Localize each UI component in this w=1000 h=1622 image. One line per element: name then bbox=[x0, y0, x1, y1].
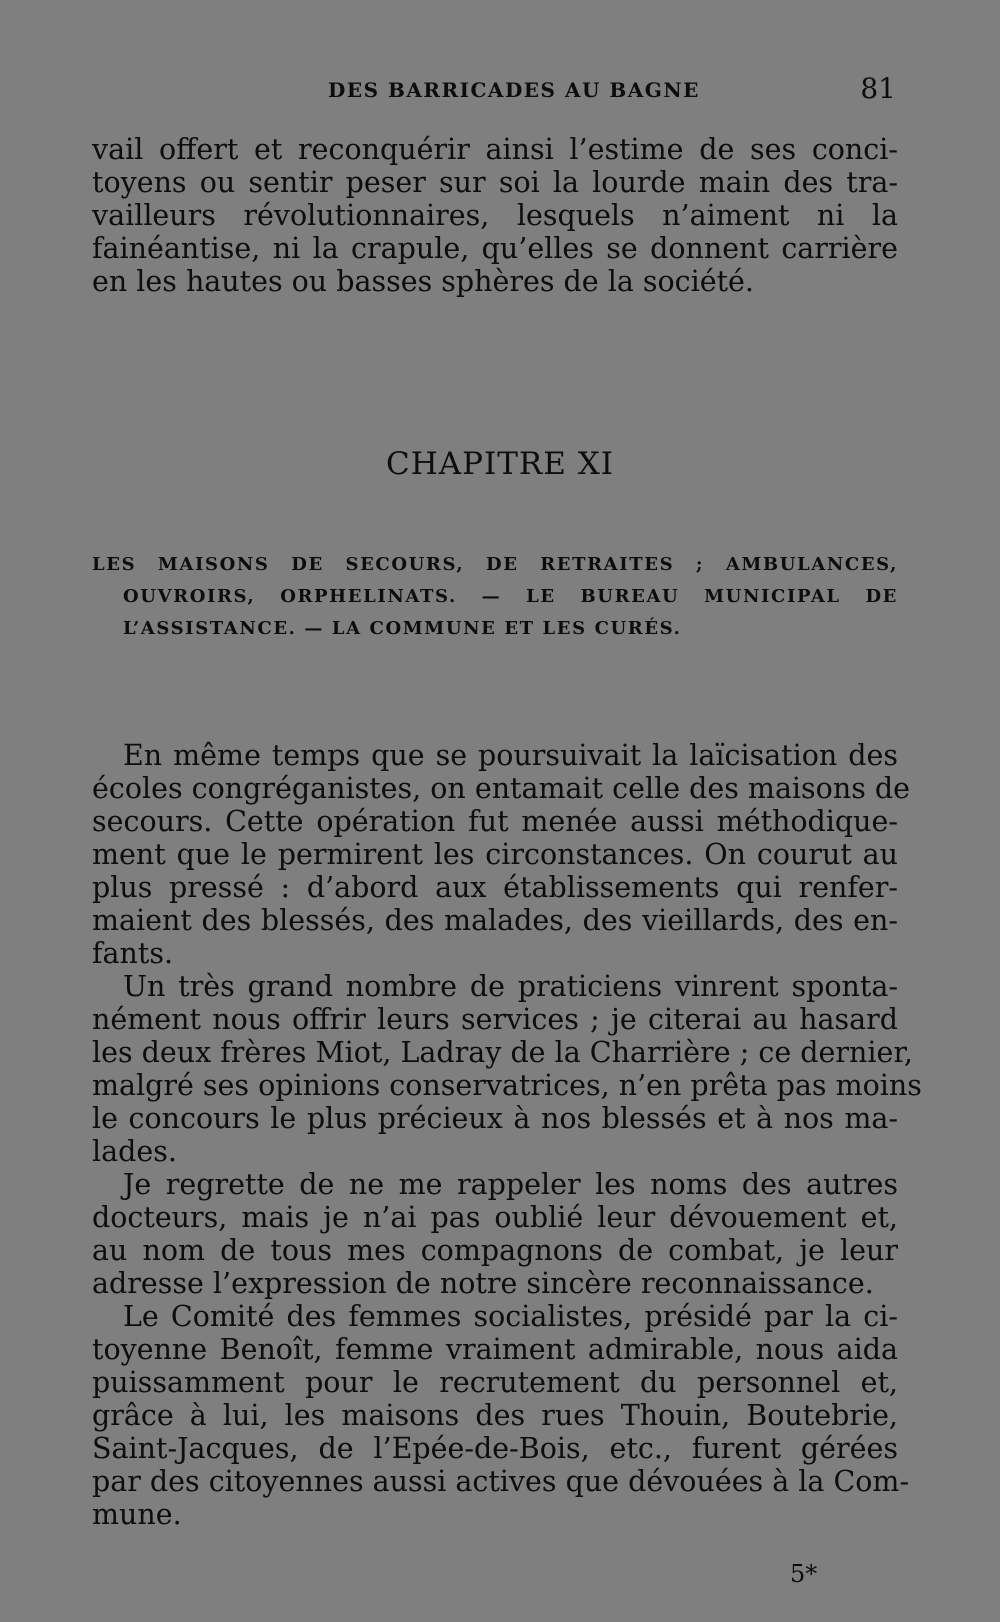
text-line: mune. bbox=[92, 1498, 182, 1531]
text-line: grâce à lui, les maisons des rues Thouin, Boutebrie, bbox=[92, 1399, 898, 1432]
text-line: plus pressé : d’abord aux établissements qui renfer- bbox=[92, 871, 898, 904]
text-line: au nom de tous mes compagnons de combat, je leur bbox=[92, 1234, 898, 1267]
text-line: Je regrette de ne me rappeler les noms des autres bbox=[123, 1168, 898, 1201]
text-line: adresse l’expression de notre sincère reconnaissance. bbox=[92, 1267, 874, 1300]
running-head bbox=[90, 72, 896, 112]
text-line: écoles congréganistes, on entamait celle des maisons de bbox=[92, 772, 910, 805]
text-line: toyens ou sentir peser sur soi la lourde main des tra- bbox=[92, 166, 898, 199]
text-line: secours. Cette opération fut menée aussi méthodique- bbox=[92, 805, 898, 838]
text-line: Le Comité des femmes socialistes, présidé par la ci- bbox=[123, 1300, 898, 1333]
text-line: En même temps que se poursuivait la laïcisation des bbox=[123, 739, 898, 772]
chapter-summary-line: LES MAISONS DE SECOURS, DE RETRAITES ; AMBULANCES, bbox=[92, 554, 898, 575]
text-line: Un très grand nombre de praticiens vinrent sponta- bbox=[123, 970, 898, 1003]
text-line: maient des blessés, des malades, des vieillards, des en- bbox=[92, 904, 898, 937]
text-line: nément nous offrir leurs services ; je citerai au hasard bbox=[92, 1003, 898, 1036]
text-line: fainéantise, ni la crapule, qu’elles se donnent carrière bbox=[92, 232, 898, 265]
text-line: lades. bbox=[92, 1135, 177, 1168]
signature-mark: 5* bbox=[790, 1560, 818, 1588]
chapter-summary-line: L’ASSISTANCE. — LA COMMUNE ET LES CURÉS. bbox=[123, 618, 682, 639]
text-line: ment que le permirent les circonstances. On courut au bbox=[92, 838, 898, 871]
text-line: vail offert et reconquérir ainsi l’estime de ses conci- bbox=[92, 133, 898, 166]
text-line: par des citoyennes aussi actives que dévouées à la Com- bbox=[92, 1465, 910, 1498]
text-line: malgré ses opinions conservatrices, n’en prêta pas moins bbox=[92, 1069, 922, 1102]
text-line: docteurs, mais je n’ai pas oublié leur dévouement et, bbox=[92, 1201, 898, 1234]
page-number: 81 bbox=[860, 72, 896, 105]
chapter-title: CHAPITRE XI bbox=[385, 446, 615, 482]
running-title: DES BARRICADES AU BAGNE bbox=[328, 78, 700, 102]
text-line: puissamment pour le recrutement du personnel et, bbox=[92, 1366, 898, 1399]
text-line: fants. bbox=[92, 937, 174, 970]
text-line: vailleurs révolutionnaires, lesquels n’aiment ni la bbox=[92, 199, 898, 232]
text-line: Saint-Jacques, de l’Epée-de-Bois, etc., furent gérées bbox=[92, 1432, 898, 1465]
text-line: toyenne Benoît, femme vraiment admirable, nous aida bbox=[92, 1333, 898, 1366]
text-line: en les hautes ou basses sphères de la société. bbox=[92, 265, 754, 298]
text-line: le concours le plus précieux à nos blessés et à nos ma- bbox=[92, 1102, 898, 1135]
chapter-summary-line: OUVROIRS, ORPHELINATS. — LE BUREAU MUNICIPAL DE bbox=[123, 586, 898, 607]
text-line: les deux frères Miot, Ladray de la Charrière ; ce dernier, bbox=[92, 1036, 913, 1069]
